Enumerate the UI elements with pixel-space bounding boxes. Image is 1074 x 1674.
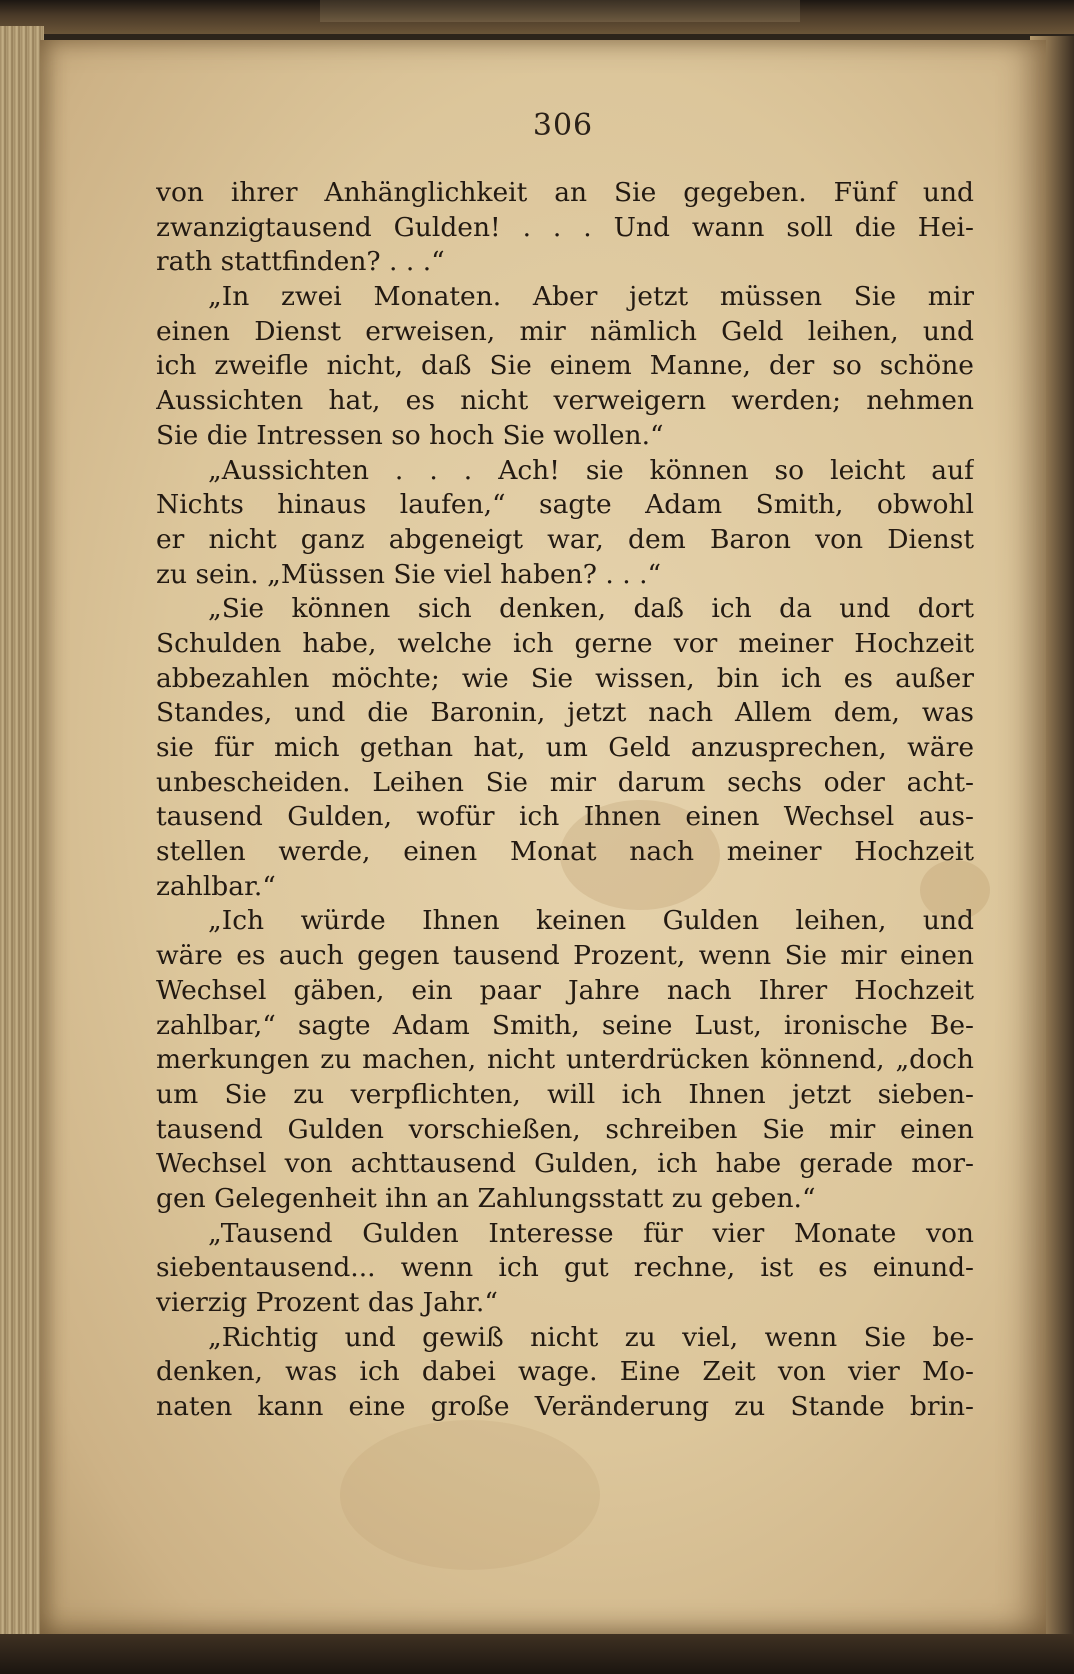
text-line: abbezahlen möchte; wie Sie wissen, bin ich es außer: [156, 662, 974, 694]
text-line: einen Dienst erweisen, mir nämlich Geld leihen, und: [156, 315, 974, 347]
text-line: Nichts hinaus laufen,“ sagte Adam Smith, obwohl: [156, 489, 974, 521]
text-line: „Richtig und gewiß nicht zu viel, wenn Sie be-: [208, 1321, 974, 1353]
text-line: stellen werde, einen Monat nach meiner Hochzeit: [156, 836, 974, 868]
page-number: 306: [532, 108, 594, 143]
text-line: wäre es auch gegen tausend Prozent, wenn Sie mir einen: [156, 940, 974, 972]
text-line: „Tausend Gulden Interesse für vier Monate von: [208, 1217, 974, 1249]
text-line: um Sie zu verpflichten, will ich Ihnen jetzt sieben-: [156, 1078, 974, 1110]
text-line: naten kann eine große Veränderung zu Stande brin-: [156, 1391, 974, 1423]
text-line: denken, was ich dabei wage. Eine Zeit von vier Mo-: [156, 1356, 974, 1388]
text-line: siebentausend... wenn ich gut rechne, ist es einund-: [156, 1252, 974, 1284]
binding-strip: [320, 0, 800, 22]
paper-stain: [340, 1420, 600, 1570]
text-line: „Sie können sich denken, daß ich da und dort: [208, 593, 974, 625]
text-line: merkungen zu machen, nicht unterdrücken könnend, „doch: [156, 1044, 974, 1076]
text-line: unbescheiden. Leihen Sie mir darum sechs oder acht-: [156, 766, 974, 798]
text-line: Wechsel gäben, ein paar Jahre nach Ihrer Hochzeit: [156, 974, 974, 1006]
text-line: zwanzigtausend Gulden! . . . Und wann soll die Hei-: [156, 211, 974, 243]
text-line: gen Gelegenheit ihn an Zahlungsstatt zu geben.“: [156, 1182, 816, 1214]
book-bottom-edge: [0, 1634, 1074, 1674]
text-line: „Ich würde Ihnen keinen Gulden leihen, und: [208, 905, 974, 937]
text-line: zahlbar,“ sagte Adam Smith, seine Lust, ironische Be-: [156, 1009, 974, 1041]
page-stack-left: [0, 26, 44, 1638]
text-line: zahlbar.“: [156, 870, 276, 902]
text-line: sie für mich gethan hat, um Geld anzusprechen, wäre: [156, 732, 974, 763]
text-line: vierzig Prozent das Jahr.“: [156, 1287, 498, 1318]
text-line: Schulden habe, welche ich gerne vor meiner Hochzeit: [156, 627, 974, 659]
text-line: rath stattfinden? . . .“: [156, 246, 445, 278]
text-line: zu sein. „Müssen Sie viel haben? . . .“: [156, 558, 662, 590]
body-text: [156, 176, 974, 1425]
text-line: er nicht ganz abgeneigt war, dem Baron von Dienst: [156, 523, 974, 555]
text-line: ich zweifle nicht, daß Sie einem Manne, der so schöne: [156, 350, 974, 382]
text-line: Wechsel von achttausend Gulden, ich habe gerade mor-: [156, 1148, 974, 1180]
text-line: tausend Gulden vorschießen, schreiben Sie mir einen: [156, 1113, 974, 1145]
text-line: von ihrer Anhänglichkeit an Sie gegeben. Fünf und: [156, 177, 974, 208]
text-line: Standes, und die Baronin, jetzt nach Allem dem, was: [156, 697, 974, 729]
text-line: tausend Gulden, wofür ich Ihnen einen Wechsel aus-: [156, 801, 974, 833]
text-line: „In zwei Monaten. Aber jetzt müssen Sie mir: [208, 281, 974, 313]
text-line: Sie die Intressen so hoch Sie wollen.“: [156, 419, 664, 451]
text-line: Aussichten hat, es nicht verweigern werden; nehmen: [156, 385, 974, 417]
text-line: „Aussichten . . . Ach! sie können so leicht auf: [208, 454, 974, 486]
